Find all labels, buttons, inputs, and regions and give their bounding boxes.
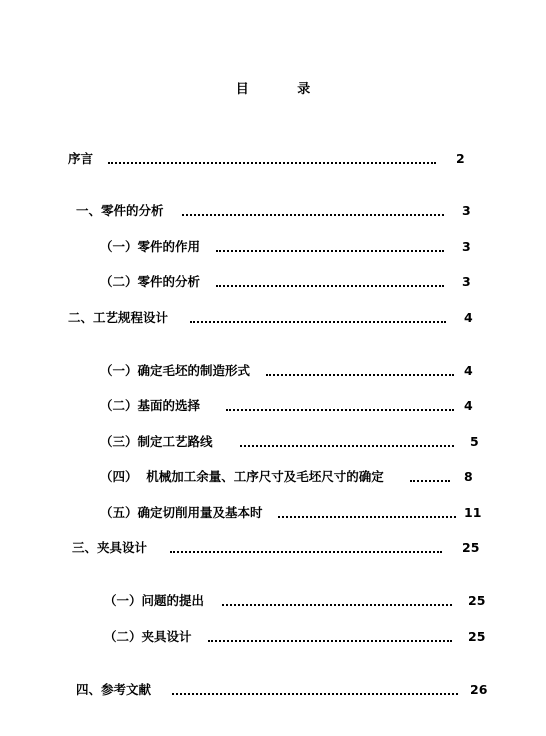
toc-entry-page: 25 <box>468 593 486 608</box>
toc-entry-label: （五）确定切削用量及基本时 <box>100 505 263 520</box>
toc-entry-label: 三、夹具设计 <box>72 540 148 555</box>
dot-leader <box>278 516 456 518</box>
page-title: 目 录 <box>235 82 333 97</box>
toc-entry-1-2[interactable] <box>100 273 480 291</box>
dot-leader <box>208 640 452 642</box>
toc-entry-label: （一）问题的提出 <box>104 593 205 608</box>
toc-entry-section-1[interactable] <box>76 202 476 220</box>
toc-entry-label: （二）基面的选择 <box>100 398 201 413</box>
toc-entry-page: 3 <box>462 203 471 218</box>
toc-entry-3-1[interactable] <box>104 592 494 610</box>
toc-entry-2-4[interactable] <box>100 468 480 486</box>
toc-entry-2-1[interactable] <box>100 362 480 380</box>
toc-entry-preface[interactable] <box>68 150 468 168</box>
toc-entry-label: （三）制定工艺路线 <box>100 434 213 449</box>
toc-entry-page: 8 <box>464 469 473 484</box>
toc-entry-label: 四、参考文献 <box>76 682 152 697</box>
dot-leader <box>170 551 442 553</box>
dot-leader <box>410 480 450 482</box>
toc-entry-2-5[interactable] <box>100 504 490 522</box>
toc-entry-page: 3 <box>462 274 471 289</box>
toc-entry-page: 11 <box>464 505 482 520</box>
dot-leader <box>108 162 436 164</box>
toc-entry-2-2[interactable] <box>100 397 480 415</box>
dot-leader <box>226 409 454 411</box>
toc-entry-page: 4 <box>464 398 473 413</box>
toc-entry-section-2[interactable] <box>68 309 488 327</box>
toc-entry-page: 5 <box>470 434 479 449</box>
toc-entry-2-3[interactable] <box>100 433 490 451</box>
dot-leader <box>190 321 446 323</box>
toc-entry-page: 3 <box>462 239 471 254</box>
toc-entry-label: 二、工艺规程设计 <box>68 310 169 325</box>
toc-entry-page: 2 <box>456 151 465 166</box>
dot-leader <box>182 214 444 216</box>
toc-entry-1-1[interactable] <box>100 238 480 256</box>
toc-entry-page: 26 <box>470 682 488 697</box>
toc-entry-page: 25 <box>468 629 486 644</box>
toc-entry-label: 序言 <box>68 151 94 166</box>
toc-entry-section-4[interactable] <box>76 681 496 699</box>
dot-leader <box>216 250 444 252</box>
dot-leader <box>222 604 452 606</box>
toc-entry-label: （二）零件的分析 <box>100 274 201 289</box>
toc-entry-page: 4 <box>464 363 473 378</box>
dot-leader <box>216 285 444 287</box>
dot-leader <box>240 445 454 447</box>
toc-entry-label: （一）零件的作用 <box>100 239 201 254</box>
toc-entry-label: （一）确定毛坯的制造形式 <box>100 363 251 378</box>
toc-entry-page: 25 <box>462 540 480 555</box>
toc-entry-label: （二）夹具设计 <box>104 629 192 644</box>
toc-entry-label: （四） 机械加工余量、工序尺寸及毛坯尺寸的确定 <box>100 469 384 484</box>
toc-entry-page: 4 <box>464 310 473 325</box>
toc-entry-label: 一、零件的分析 <box>76 203 164 218</box>
toc-entry-3-2[interactable] <box>104 628 494 646</box>
dot-leader <box>172 693 458 695</box>
dot-leader <box>266 374 454 376</box>
toc-entry-section-3[interactable] <box>72 539 492 557</box>
